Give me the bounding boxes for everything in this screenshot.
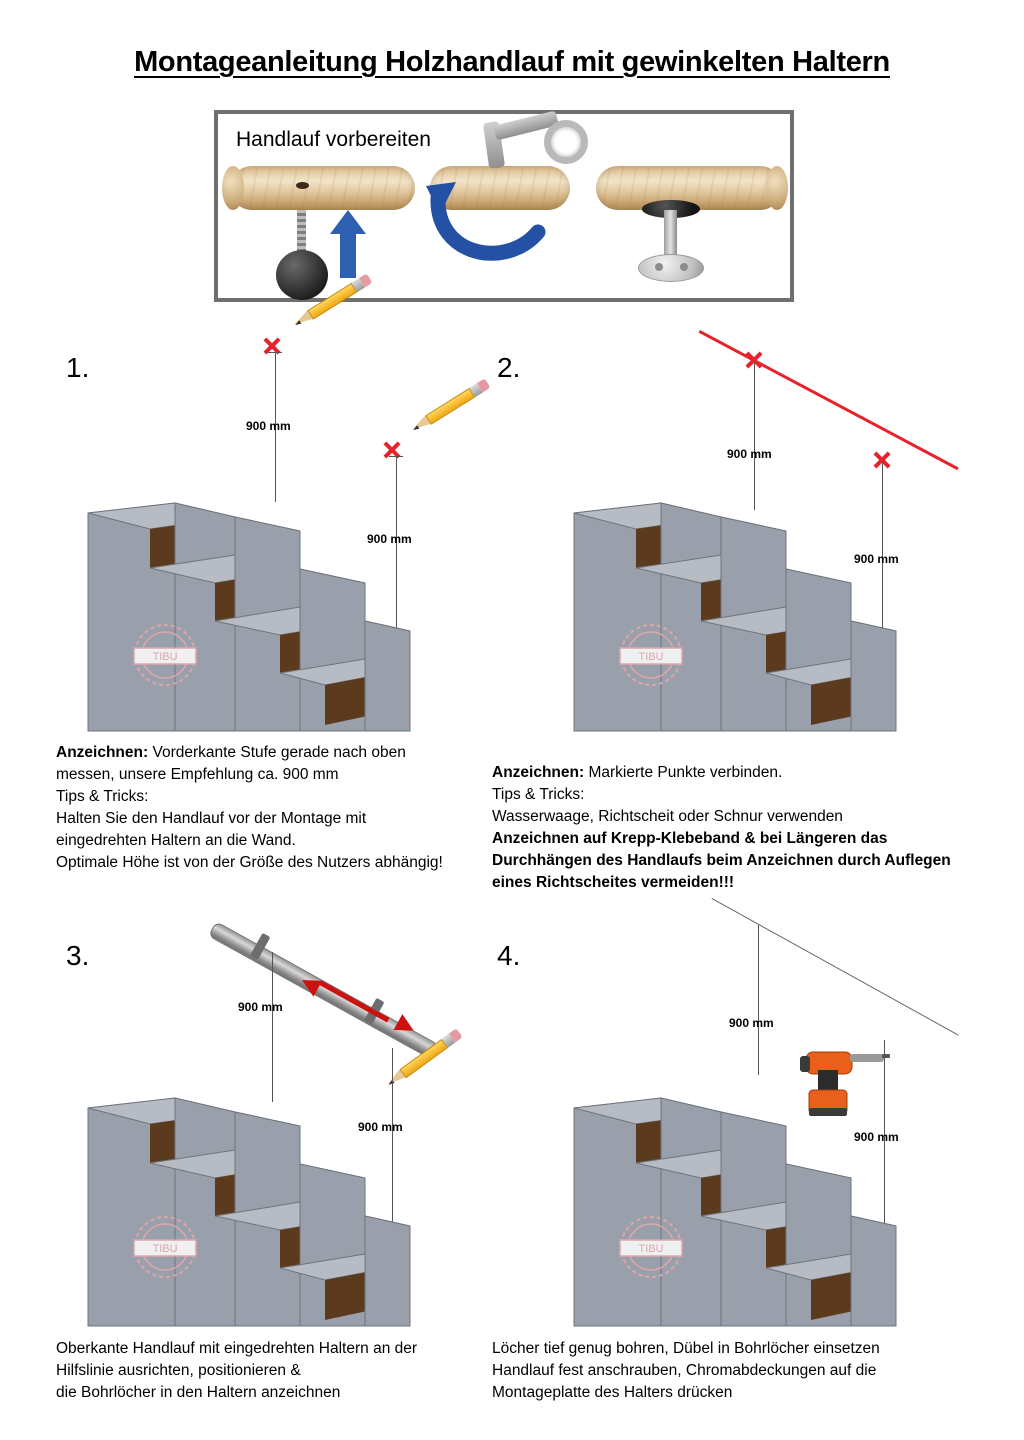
measure-label: 900 mm	[727, 447, 772, 461]
measure-tick	[268, 352, 282, 353]
red-mark-x-2	[382, 440, 402, 460]
measure-label: 900 mm	[729, 1016, 774, 1030]
measure-label: 900 mm	[246, 419, 291, 433]
step-number-4: 4.	[497, 940, 521, 971]
handrail-graphic	[208, 921, 439, 1059]
measure-line	[754, 362, 755, 510]
top-panel	[214, 110, 794, 302]
svg-text:TIBU: TIBU	[638, 651, 664, 663]
watermark-logo	[110, 620, 220, 690]
measure-line	[758, 925, 759, 1075]
step-2-text	[492, 762, 952, 894]
svg-text:TIBU: TIBU	[152, 1243, 178, 1255]
measure-tick	[389, 456, 403, 457]
step-number-1: 1.	[66, 352, 90, 383]
measure-line	[272, 952, 273, 1102]
step-1-text-content: Anzeichnen: Vorderkante Stufe gerade nach oben messen, unsere Empfehlung ca. 900 mm Tips & Tricks: Halten Sie den Handlauf vor der Montage mit eingedrehten Haltern an die Wand. Optimale Höhe ist von der Größe des Nutzers abhängig!	[56, 744, 443, 871]
red-mark-x	[262, 336, 282, 356]
watermark-logo-3	[110, 1212, 220, 1282]
page-title: Montageanleitung Holzhandlauf mit gewinkelten Haltern	[134, 46, 890, 78]
watermark-logo-2	[596, 620, 706, 690]
step-number-2: 2.	[497, 352, 521, 383]
measure-label: 900 mm	[854, 1130, 899, 1144]
top-panel-title: Handlauf vorbereiten	[236, 128, 431, 151]
step-3-text	[56, 1338, 476, 1404]
stairs-illustration-4	[556, 1090, 906, 1330]
step-4-text-content: Löcher tief genug bohren, Dübel in Bohrlöcher einsetzen Handlauf fest anschrauben, Chromabdeckungen auf die Montageplatte des Halters drücken	[492, 1340, 880, 1401]
measure-label: 900 mm	[238, 1000, 283, 1014]
measure-label: 900 mm	[854, 552, 899, 566]
svg-text:TIBU: TIBU	[638, 1243, 664, 1255]
guide-line	[712, 898, 959, 1036]
step-4-text	[492, 1338, 962, 1404]
stairs-illustration-2	[556, 495, 906, 735]
stairs-illustration	[70, 495, 420, 735]
watermark-logo-4	[596, 1212, 706, 1282]
step-number-3: 3.	[66, 940, 90, 971]
step-3-text-content: Oberkante Handlauf mit eingedrehten Haltern an der Hilfslinie ausrichten, positionieren & die Bohrlöcher in den Haltern anzeichnen	[56, 1340, 418, 1401]
stairs-illustration-3	[70, 1090, 420, 1330]
measure-label: 900 mm	[358, 1120, 403, 1134]
step-1-text	[56, 742, 456, 874]
step-2-text-content: Anzeichnen: Markierte Punkte verbinden. Tips & Tricks: Wasserwaage, Richtscheit oder Schnur verwenden Anzeichnen auf Krepp-Klebeband & bei Längeren das Durchhängen des Handlaufs beim Anzeichnen durch Auflegen eines Richtscheites vermeiden!!!	[492, 764, 951, 891]
measure-label: 900 mm	[367, 532, 412, 546]
svg-text:TIBU: TIBU	[152, 651, 178, 663]
